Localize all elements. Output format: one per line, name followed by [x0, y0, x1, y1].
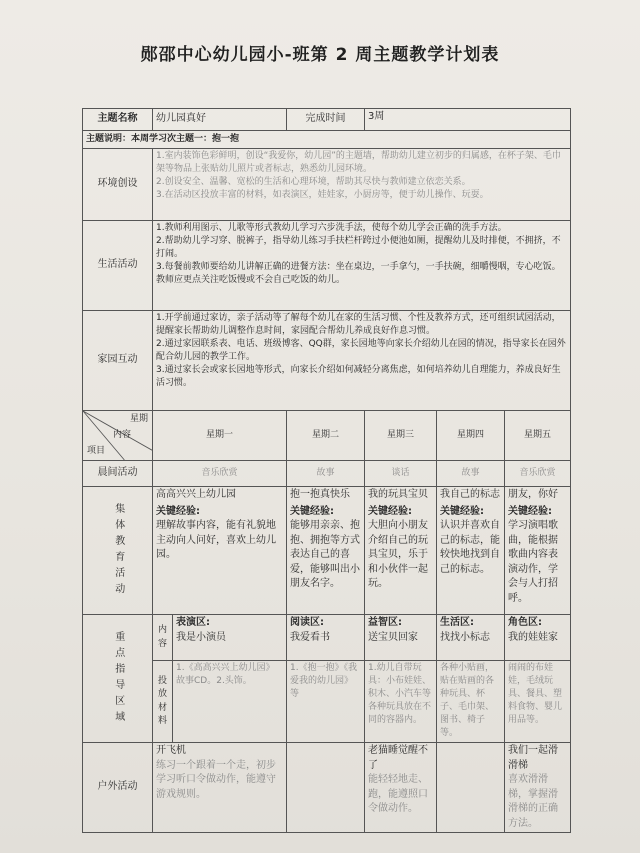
morning-row [83, 461, 571, 487]
group-experience: 能够用亲亲、抱抱、拥抱等方式表达自己的喜爱，能够叫出小朋友名字。 [290, 520, 360, 589]
zones-content-row [83, 615, 571, 661]
material-fri: 闹闹的布娃娃，毛绒玩具、餐具、塑料食物、婴儿用品等。 [505, 661, 571, 743]
morning-tue: 故事 [287, 461, 365, 487]
keyword-label: 关键经验: [368, 505, 412, 517]
theme-description: 主题说明：本周学习次主题一：抱一抱 [83, 131, 571, 149]
week-corner-cell [83, 411, 153, 461]
group-mon [153, 487, 287, 615]
zone-area: 角色区: [508, 617, 542, 628]
environment-label: 环境创设 [83, 149, 153, 221]
zone-tue [287, 615, 365, 661]
outdoor-title: 我们一起滑滑梯 [508, 745, 558, 771]
group-title: 我自己的标志 [440, 489, 500, 500]
theme-value: 幼儿园真好 [153, 109, 287, 131]
group-wed [365, 487, 437, 615]
outdoor-wed [365, 743, 437, 833]
corner-label-item: 项目 [87, 445, 106, 456]
group-experience: 学习演唱歌曲，能根据歌曲内容表演动作，学会与人打招呼。 [508, 520, 558, 604]
outdoor-title: 老猫睡觉醒不了 [368, 745, 428, 771]
morning-wed: 谈话 [365, 461, 437, 487]
keyword-label: 关键经验: [156, 505, 200, 517]
outdoor-label: 户外活动 [83, 743, 153, 833]
life-line: 3.每餐前教师要给幼儿讲解正确的进餐方法：坐在桌边，一手拿勺，一手扶碗，细嚼慢咽，专心吃饭。教师应更点关注吃饭慢或不会自己吃饭的幼儿。 [156, 262, 561, 286]
zone-text: 我的娃娃家 [508, 631, 558, 643]
day-header-mon: 星期一 [153, 411, 287, 461]
zones-label: 重点指导区域 [112, 630, 124, 727]
outdoor-tue [287, 743, 365, 833]
life-line: 2.帮助幼儿学习穿、脱裤子，指导幼儿练习手扶栏杆跨过小便池如厕，提醒幼儿及时排便，不拥挤，不打闹。 [156, 236, 561, 260]
zone-thu [437, 615, 505, 661]
outdoor-fri [505, 743, 571, 833]
outdoor-thu [437, 743, 505, 833]
material-tue: 1.《抱一抱》《我爱我的幼儿园》等 [287, 661, 365, 743]
group-label: 集体教育活动 [112, 502, 124, 599]
morning-mon: 音乐欣赏 [153, 461, 287, 487]
group-title: 抱一抱真快乐 [290, 489, 350, 500]
day-header-fri: 星期五 [505, 411, 571, 461]
zones-sub-content: 内容 [153, 615, 173, 661]
group-experience: 理解故事内容，能有礼貌地主动向人问好，喜欢上幼儿园。 [156, 520, 276, 560]
group-tue [287, 487, 365, 615]
home-row [83, 311, 571, 411]
life-row [83, 221, 571, 311]
zone-text: 我是小演员 [176, 631, 226, 643]
zones-sub-material: 投放材料 [153, 661, 173, 743]
keyword-label: 关键经验: [440, 505, 484, 517]
zone-area: 表演区: [176, 617, 210, 628]
outdoor-mon [153, 743, 287, 833]
zones-material-row [83, 661, 571, 743]
morning-label: 晨间活动 [83, 461, 153, 487]
description-row [83, 131, 571, 149]
group-fri [505, 487, 571, 615]
environment-row [83, 149, 571, 221]
group-row [83, 487, 571, 615]
environment-line: 1.室内装饰色彩鲜明，创设“我爱你，幼儿园”的主题墙，帮助幼儿建立初步的归属感，在杯子架、毛巾架等物品上张贴幼儿照片或者标志，熟悉幼儿园环境。 [156, 151, 561, 175]
group-thu [437, 487, 505, 615]
theme-row [83, 109, 571, 131]
group-title: 我的玩具宝贝 [368, 489, 428, 500]
corner-label-week: 星期 [129, 414, 148, 424]
outdoor-row [83, 743, 571, 833]
teaching-plan-table [82, 108, 571, 833]
day-header-thu: 星期四 [437, 411, 505, 461]
group-experience: 大胆向小朋友介绍自己的玩具宝贝，乐于和小伙伴一起玩。 [368, 520, 428, 589]
zone-fri [505, 615, 571, 661]
corner-label-content: 内容 [113, 430, 132, 440]
zone-wed [365, 615, 437, 661]
home-line: 2.通过家园联系表、电话、班级博客、QQ群，家长园地等向家长介绍幼儿在园的情况，指导家长在园外配合幼儿园的教学工作。 [156, 339, 566, 363]
group-label-cell [83, 487, 153, 615]
day-header-wed: 星期三 [365, 411, 437, 461]
page-title: 郧邵中心幼儿园小-班第 2 周主题教学计划表 [140, 45, 500, 65]
zone-area: 生活区: [440, 617, 474, 628]
environment-content [153, 149, 571, 221]
material-thu: 各种小贴画，贴在贴画的各种玩具、杯子、毛巾架、图书、椅子等。 [437, 661, 505, 743]
theme-label: 主题名称 [83, 109, 153, 131]
morning-thu: 故事 [437, 461, 505, 487]
home-label: 家园互动 [83, 311, 153, 411]
zone-text: 我爱看书 [290, 631, 330, 643]
group-title: 朋友，你好 [508, 489, 558, 500]
home-line: 1.开学前通过家访，亲子活动等了解每个幼儿在家的生活习惯、个性及教养方式，还可组织试园活动，提醒家长帮助幼儿调整作息时间，家园配合帮幼儿养成良好作息习惯。 [156, 313, 561, 337]
zone-mon [173, 615, 287, 661]
zone-text: 送宝贝回家 [368, 631, 418, 643]
keyword-label: 关键经验: [290, 505, 334, 517]
zones-label-cell [83, 615, 153, 743]
material-wed: 1.幼儿自带玩具：小布娃娃、积木、小汽车等各种玩具放在不同的容器内。 [365, 661, 437, 743]
home-line: 3.通过家长会或家长园地等形式，向家长介绍如何减轻分离焦虑，如何培养幼儿自理能力，养成良好生活习惯。 [156, 365, 561, 389]
week-header-row [83, 411, 571, 461]
morning-fri: 音乐欣赏 [505, 461, 571, 487]
zone-area: 阅读区: [290, 617, 324, 628]
outdoor-text: 喜欢滑滑梯，掌握滑滑梯的正确方法。 [508, 774, 558, 829]
life-line: 1.教师利用图示、儿歌等形式教幼儿学习六步洗手法，使每个幼儿学会正确的洗手方法。 [156, 223, 507, 233]
outdoor-title: 开飞机 [156, 745, 186, 756]
life-content [153, 221, 571, 311]
environment-line: 3.在活动区投放丰富的材料，如表演区，娃娃家，小厨房等，便于幼儿操作、玩耍。 [156, 190, 489, 201]
zone-area: 益智区: [368, 617, 402, 628]
group-title: 高高兴兴上幼儿园 [156, 489, 236, 500]
group-experience: 认识并喜欢自己的标志，能较快地找到自己的标志。 [440, 520, 500, 575]
outdoor-text: 练习一个跟着一个走，初步学习听口令做动作，能遵守游戏规则。 [156, 759, 276, 800]
material-mon: 1.《高高兴兴上幼儿园》故事CD。2.头饰。 [173, 661, 287, 743]
life-label: 生活活动 [83, 221, 153, 311]
time-label: 完成时间 [287, 109, 365, 131]
outdoor-text: 能轻轻地走、跑，能遵照口令做动作。 [368, 774, 428, 814]
day-header-tue: 星期二 [287, 411, 365, 461]
home-content [153, 311, 571, 411]
time-value: 3周 [365, 109, 571, 131]
keyword-label: 关键经验: [508, 505, 552, 517]
environment-line: 2.创设安全、温馨、宽松的生活和心理环境，帮助其尽快与教师建立依恋关系。 [156, 177, 471, 188]
zone-text: 找找小标志 [440, 631, 490, 643]
